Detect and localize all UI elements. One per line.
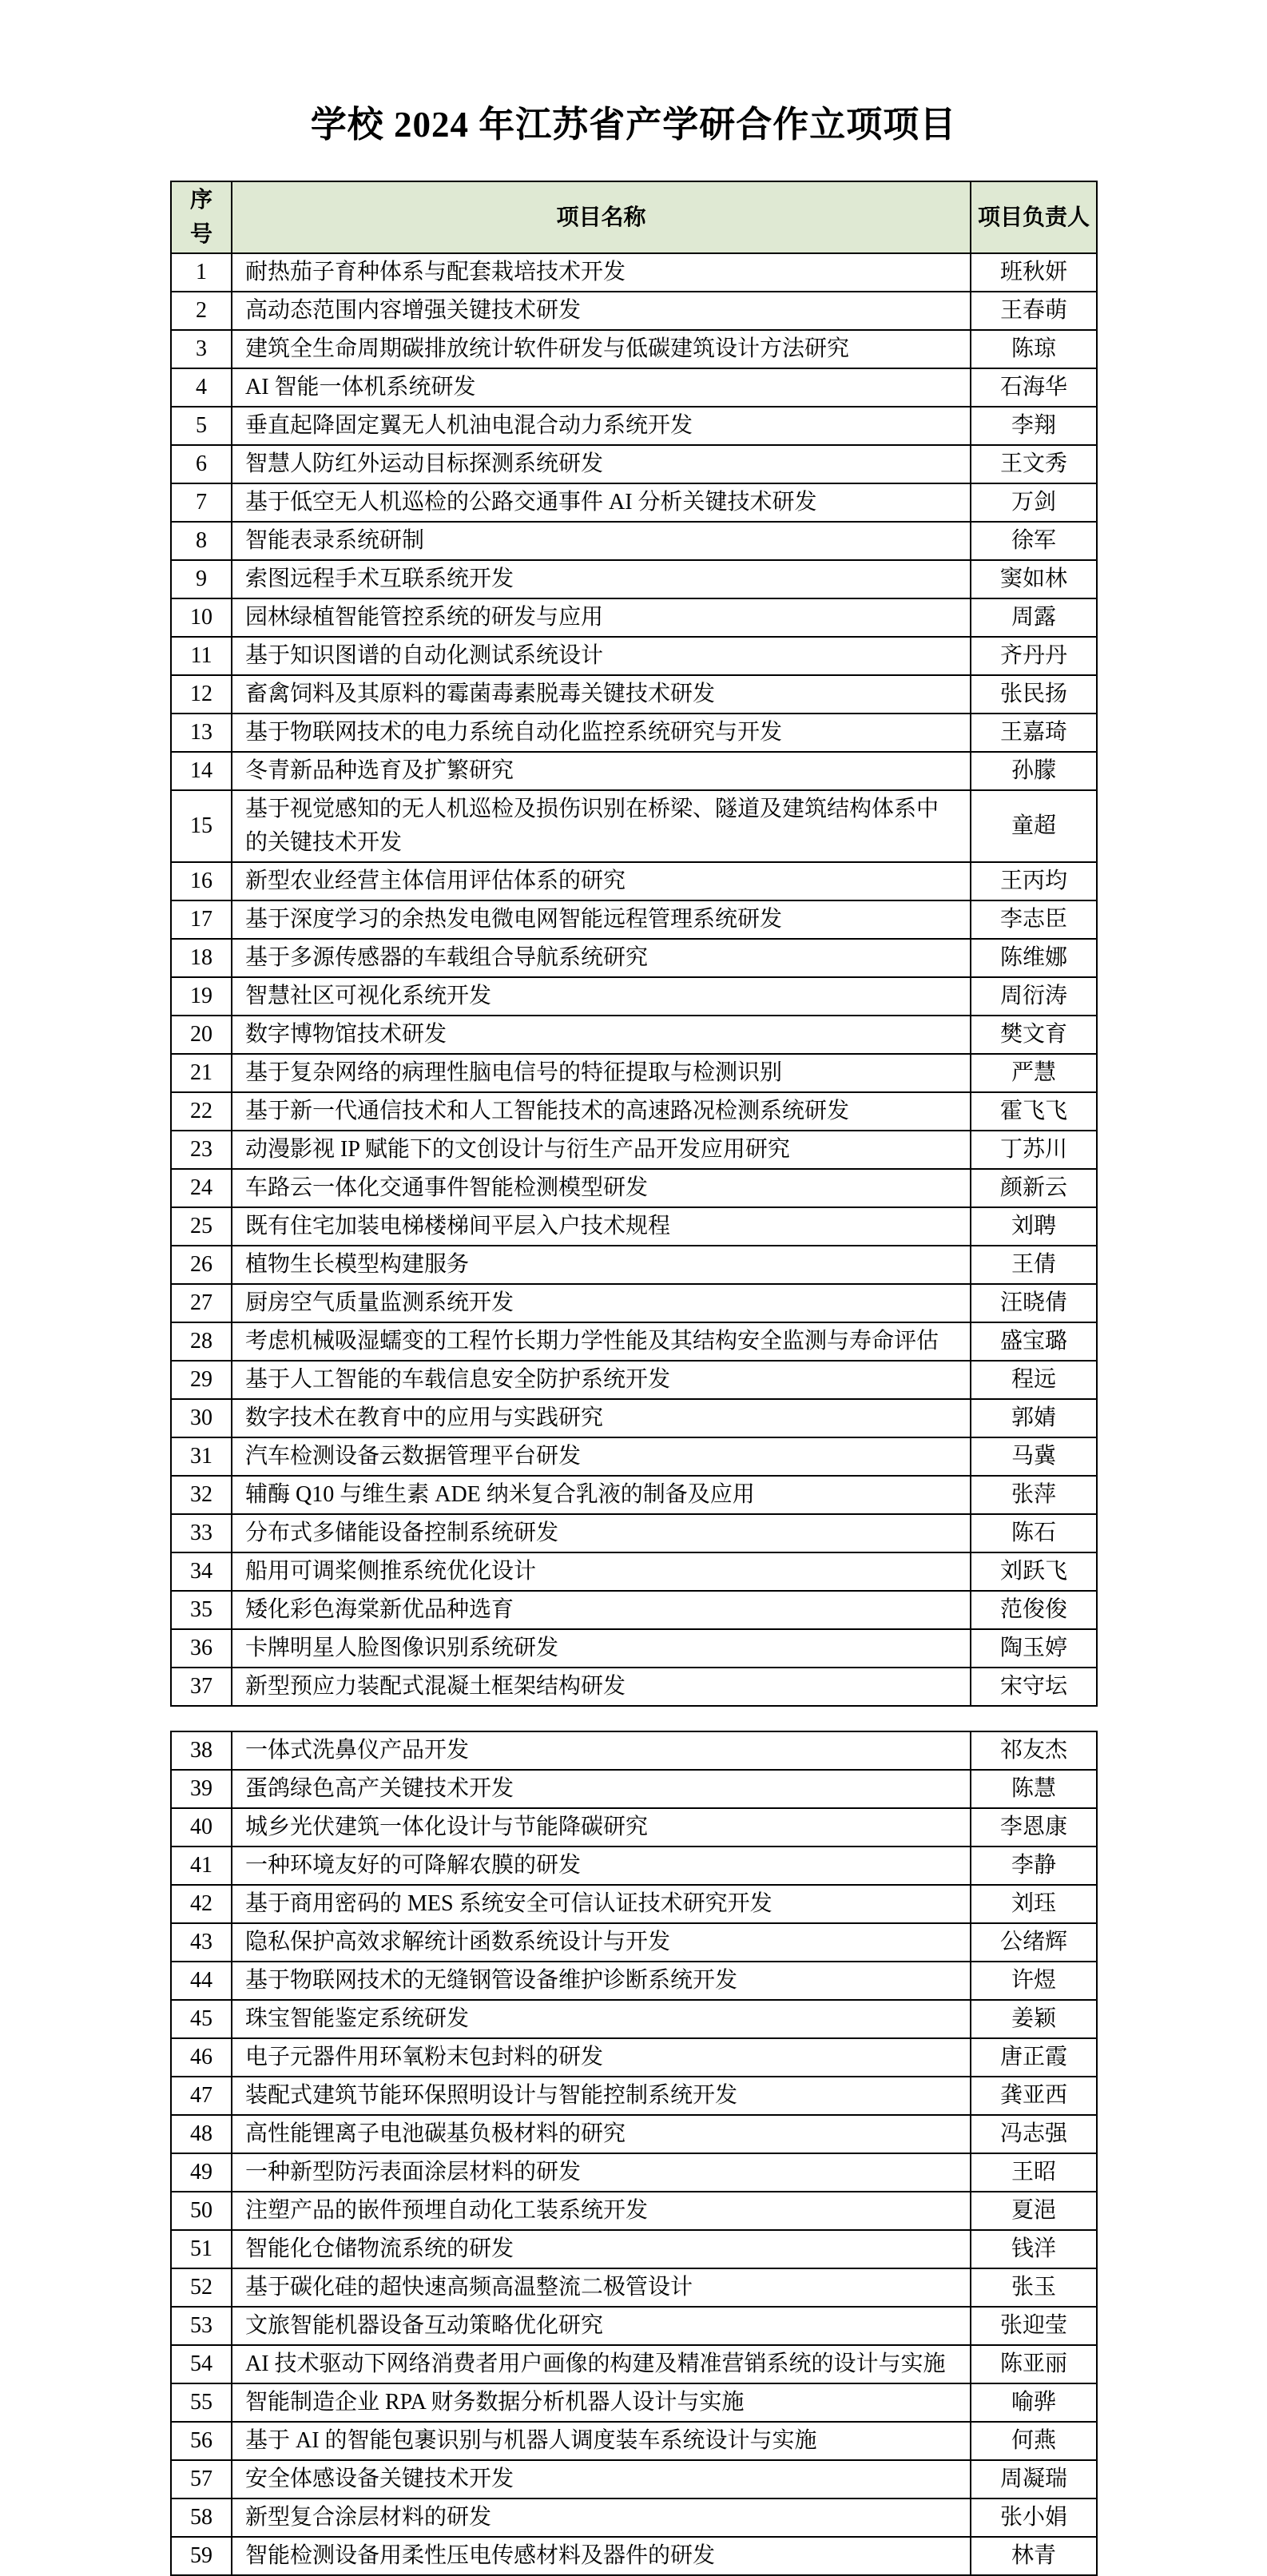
project-name: 装配式建筑节能环保照明设计与智能控制系统开发: [232, 2077, 971, 2115]
project-leader: 夏浥: [971, 2192, 1097, 2230]
table-row: [171, 1361, 1097, 1399]
project-leader: 龚亚西: [971, 2077, 1097, 2115]
project-leader: 许煜: [971, 1962, 1097, 2000]
row-index: 39: [171, 1770, 232, 1808]
project-leader: 陈慧: [971, 1770, 1097, 1808]
table-row: [171, 2422, 1097, 2460]
project-leader: 王春萌: [971, 292, 1097, 330]
table-row: [171, 790, 1097, 862]
table-body-page1: [171, 253, 1097, 1706]
table-row: [171, 368, 1097, 407]
project-name: 车路云一体化交通事件智能检测模型研发: [232, 1169, 971, 1207]
project-name: 一种新型防污表面涂层材料的研发: [232, 2153, 971, 2192]
project-name: 耐热茄子育种体系与配套栽培技术开发: [232, 253, 971, 292]
table-row: [171, 407, 1097, 445]
table-row: [171, 977, 1097, 1016]
project-leader: 唐正霞: [971, 2038, 1097, 2077]
table-row: [171, 1169, 1097, 1207]
table-row: [171, 1552, 1097, 1591]
table-row: [171, 637, 1097, 675]
header-index: 序号: [171, 181, 232, 253]
project-name: AI 技术驱动下网络消费者用户画像的构建及精准营销系统的设计与实施: [232, 2345, 971, 2383]
table-row: [171, 1284, 1097, 1322]
table-row: [171, 2345, 1097, 2383]
project-name: 数字技术在教育中的应用与实践研究: [232, 1399, 971, 1437]
row-index: 18: [171, 939, 232, 977]
project-leader: 窦如林: [971, 560, 1097, 598]
row-index: 53: [171, 2307, 232, 2345]
project-leader: 王倩: [971, 1246, 1097, 1284]
table-row: [171, 1207, 1097, 1246]
project-name: 蛋鸽绿色高产关键技术开发: [232, 1770, 971, 1808]
project-name: 隐私保护高效求解统计函数系统设计与开发: [232, 1923, 971, 1962]
row-index: 23: [171, 1131, 232, 1169]
table-row: [171, 1770, 1097, 1808]
project-name: 电子元器件用环氧粉末包封料的研发: [232, 2038, 971, 2077]
project-name: 分布式多储能设备控制系统研发: [232, 1514, 971, 1552]
project-leader: 钱洋: [971, 2230, 1097, 2268]
project-leader: 陈石: [971, 1514, 1097, 1552]
table-row: [171, 1054, 1097, 1092]
row-index: 25: [171, 1207, 232, 1246]
row-index: 20: [171, 1016, 232, 1054]
table-row: [171, 1731, 1097, 1770]
row-index: 57: [171, 2460, 232, 2498]
row-index: 31: [171, 1437, 232, 1476]
row-index: 28: [171, 1322, 232, 1361]
header-project-name: 项目名称: [232, 181, 971, 253]
project-name: 基于多源传感器的车载组合导航系统研究: [232, 939, 971, 977]
project-name: 新型农业经营主体信用评估体系的研究: [232, 862, 971, 900]
project-leader: 周衍涛: [971, 977, 1097, 1016]
row-index: 44: [171, 1962, 232, 2000]
project-name: 基于视觉感知的无人机巡检及损伤识别在桥梁、隧道及建筑结构体系中的关键技术开发: [232, 790, 971, 862]
project-leader: 颜新云: [971, 1169, 1097, 1207]
row-index: 19: [171, 977, 232, 1016]
table-row: [171, 2038, 1097, 2077]
project-leader: 王嘉琦: [971, 714, 1097, 752]
row-index: 7: [171, 483, 232, 522]
row-index: 6: [171, 445, 232, 483]
table-row: [171, 445, 1097, 483]
row-index: 38: [171, 1731, 232, 1770]
project-leader: 汪晓倩: [971, 1284, 1097, 1322]
row-index: 10: [171, 598, 232, 637]
project-name: 安全体感设备关键技术开发: [232, 2460, 971, 2498]
project-name: AI 智能一体机系统研发: [232, 368, 971, 407]
table-row: [171, 2077, 1097, 2115]
row-index: 41: [171, 1847, 232, 1885]
row-index: 13: [171, 714, 232, 752]
row-index: 9: [171, 560, 232, 598]
table-row: [171, 2000, 1097, 2038]
table-row: [171, 1246, 1097, 1284]
project-name: 基于人工智能的车载信息安全防护系统开发: [232, 1361, 971, 1399]
row-index: 5: [171, 407, 232, 445]
project-name: 新型复合涂层材料的研发: [232, 2498, 971, 2537]
project-leader: 何燕: [971, 2422, 1097, 2460]
table-row: [171, 1131, 1097, 1169]
row-index: 51: [171, 2230, 232, 2268]
row-index: 59: [171, 2537, 232, 2575]
project-leader: 公绪辉: [971, 1923, 1097, 1962]
projects-table-page2: [170, 1731, 1098, 2576]
table-row: [171, 1668, 1097, 1706]
project-name: 建筑全生命周期碳排放统计软件研发与低碳建筑设计方法研究: [232, 330, 971, 368]
table-row: [171, 900, 1097, 939]
project-name: 垂直起降固定翼无人机油电混合动力系统开发: [232, 407, 971, 445]
row-index: 21: [171, 1054, 232, 1092]
project-name: 园林绿植智能管控系统的研发与应用: [232, 598, 971, 637]
project-leader: 张小娟: [971, 2498, 1097, 2537]
table-row: [171, 1476, 1097, 1514]
project-name: 智慧人防红外运动目标探测系统研发: [232, 445, 971, 483]
project-name: 基于深度学习的余热发电微电网智能远程管理系统研发: [232, 900, 971, 939]
project-name: 船用可调桨侧推系统优化设计: [232, 1552, 971, 1591]
table-row: [171, 2537, 1097, 2575]
row-index: 14: [171, 752, 232, 790]
project-leader: 张民扬: [971, 675, 1097, 714]
row-index: 35: [171, 1591, 232, 1629]
row-index: 45: [171, 2000, 232, 2038]
row-index: 52: [171, 2268, 232, 2307]
row-index: 29: [171, 1361, 232, 1399]
projects-table-page1: [170, 181, 1098, 1707]
project-name: 高动态范围内容增强关键技术研发: [232, 292, 971, 330]
row-index: 8: [171, 522, 232, 560]
table-row: [171, 560, 1097, 598]
row-index: 30: [171, 1399, 232, 1437]
table-row: [171, 2307, 1097, 2345]
project-leader: 张玉: [971, 2268, 1097, 2307]
project-name: 文旅智能机器设备互动策略优化研究: [232, 2307, 971, 2345]
table-row: [171, 2153, 1097, 2192]
project-leader: 张萍: [971, 1476, 1097, 1514]
project-leader: 孙朦: [971, 752, 1097, 790]
table-row: [171, 1629, 1097, 1668]
project-name: 智慧社区可视化系统开发: [232, 977, 971, 1016]
table-row: [171, 292, 1097, 330]
project-name: 厨房空气质量监测系统开发: [232, 1284, 971, 1322]
project-name: 矮化彩色海棠新优品种选育: [232, 1591, 971, 1629]
project-leader: 童超: [971, 790, 1097, 862]
row-index: 33: [171, 1514, 232, 1552]
table-row: [171, 1322, 1097, 1361]
project-leader: 王丙均: [971, 862, 1097, 900]
header-leader: 项目负责人: [971, 181, 1097, 253]
project-leader: 周露: [971, 598, 1097, 637]
project-name: 基于商用密码的 MES 系统安全可信认证技术研究开发: [232, 1885, 971, 1923]
project-leader: 李恩康: [971, 1808, 1097, 1847]
project-name: 数字博物馆技术研发: [232, 1016, 971, 1054]
row-index: 43: [171, 1923, 232, 1962]
project-leader: 班秋妍: [971, 253, 1097, 292]
table-row: [171, 2498, 1097, 2537]
project-name: 基于 AI 的智能包裹识别与机器人调度装车系统设计与实施: [232, 2422, 971, 2460]
project-leader: 祁友杰: [971, 1731, 1097, 1770]
project-leader: 张迎莹: [971, 2307, 1097, 2345]
row-index: 22: [171, 1092, 232, 1131]
project-name: 新型预应力装配式混凝土框架结构研发: [232, 1668, 971, 1706]
project-leader: 樊文育: [971, 1016, 1097, 1054]
row-index: 1: [171, 253, 232, 292]
project-leader: 刘珏: [971, 1885, 1097, 1923]
table-row: [171, 1847, 1097, 1885]
project-leader: 陈琼: [971, 330, 1097, 368]
table-row: [171, 2230, 1097, 2268]
row-index: 58: [171, 2498, 232, 2537]
row-index: 2: [171, 292, 232, 330]
row-index: 47: [171, 2077, 232, 2115]
project-leader: 李志臣: [971, 900, 1097, 939]
row-index: 3: [171, 330, 232, 368]
table-row: [171, 522, 1097, 560]
project-leader: 姜颖: [971, 2000, 1097, 2038]
project-name: 基于低空无人机巡检的公路交通事件 AI 分析关键技术研发: [232, 483, 971, 522]
row-index: 34: [171, 1552, 232, 1591]
project-leader: 喻骅: [971, 2383, 1097, 2422]
table-row: [171, 1808, 1097, 1847]
row-index: 15: [171, 790, 232, 862]
table-row: [171, 1437, 1097, 1476]
row-index: 37: [171, 1668, 232, 1706]
project-leader: 王文秀: [971, 445, 1097, 483]
project-name: 城乡光伏建筑一体化设计与节能降碳研究: [232, 1808, 971, 1847]
table-header-row: [171, 181, 1097, 253]
project-name: 冬青新品种选育及扩繁研究: [232, 752, 971, 790]
project-leader: 马冀: [971, 1437, 1097, 1476]
project-name: 基于物联网技术的电力系统自动化监控系统研究与开发: [232, 714, 971, 752]
table-row: [171, 483, 1097, 522]
project-leader: 林青: [971, 2537, 1097, 2575]
row-index: 54: [171, 2345, 232, 2383]
table-body-page2: [171, 1731, 1097, 2575]
project-leader: 丁苏川: [971, 1131, 1097, 1169]
table-row: [171, 2192, 1097, 2230]
table-row: [171, 752, 1097, 790]
project-name: 智能制造企业 RPA 财务数据分析机器人设计与实施: [232, 2383, 971, 2422]
project-name: 既有住宅加装电梯楼梯间平层入户技术规程: [232, 1207, 971, 1246]
row-index: 27: [171, 1284, 232, 1322]
project-leader: 石海华: [971, 368, 1097, 407]
table-row: [171, 2460, 1097, 2498]
row-index: 56: [171, 2422, 232, 2460]
project-name: 畜禽饲料及其原料的霉菌毒素脱毒关键技术研发: [232, 675, 971, 714]
project-name: 辅酶 Q10 与维生素 ADE 纳米复合乳液的制备及应用: [232, 1476, 971, 1514]
row-index: 17: [171, 900, 232, 939]
table-row: [171, 2383, 1097, 2422]
table-row: [171, 675, 1097, 714]
project-name: 基于复杂网络的病理性脑电信号的特征提取与检测识别: [232, 1054, 971, 1092]
project-leader: 陶玉婷: [971, 1629, 1097, 1668]
project-name: 一种环境友好的可降解农膜的研发: [232, 1847, 971, 1885]
project-leader: 王昭: [971, 2153, 1097, 2192]
table-row: [171, 1399, 1097, 1437]
row-index: 11: [171, 637, 232, 675]
project-leader: 范俊俊: [971, 1591, 1097, 1629]
row-index: 46: [171, 2038, 232, 2077]
project-name: 珠宝智能鉴定系统研发: [232, 2000, 971, 2038]
project-name: 基于知识图谱的自动化测试系统设计: [232, 637, 971, 675]
table-row: [171, 1962, 1097, 2000]
row-index: 40: [171, 1808, 232, 1847]
project-name: 智能检测设备用柔性压电传感材料及器件的研发: [232, 2537, 971, 2575]
project-leader: 刘聘: [971, 1207, 1097, 1246]
project-leader: 万剑: [971, 483, 1097, 522]
project-name: 一体式洗鼻仪产品开发: [232, 1731, 971, 1770]
project-name: 动漫影视 IP 赋能下的文创设计与衍生产品开发应用研究: [232, 1131, 971, 1169]
row-index: 49: [171, 2153, 232, 2192]
table-row: [171, 1591, 1097, 1629]
project-leader: 霍飞飞: [971, 1092, 1097, 1131]
project-leader: 徐军: [971, 522, 1097, 560]
table-row: [171, 1923, 1097, 1962]
row-index: 42: [171, 1885, 232, 1923]
row-index: 12: [171, 675, 232, 714]
project-name: 汽车检测设备云数据管理平台研发: [232, 1437, 971, 1476]
project-name: 注塑产品的嵌件预埋自动化工装系统开发: [232, 2192, 971, 2230]
table-row: [171, 2268, 1097, 2307]
row-index: 16: [171, 862, 232, 900]
table-row: [171, 330, 1097, 368]
row-index: 24: [171, 1169, 232, 1207]
project-name: 索图远程手术互联系统开发: [232, 560, 971, 598]
table-row: [171, 253, 1097, 292]
project-leader: 郭婧: [971, 1399, 1097, 1437]
project-name: 智能化仓储物流系统的研发: [232, 2230, 971, 2268]
table-row: [171, 1092, 1097, 1131]
row-index: 50: [171, 2192, 232, 2230]
project-leader: 陈维娜: [971, 939, 1097, 977]
project-leader: 陈亚丽: [971, 2345, 1097, 2383]
project-leader: 刘跃飞: [971, 1552, 1097, 1591]
page-title: 学校 2024 年江苏省产学研合作立项项目: [310, 105, 957, 145]
table-row: [171, 2115, 1097, 2153]
row-index: 48: [171, 2115, 232, 2153]
project-leader: 宋守坛: [971, 1668, 1097, 1706]
project-name: 高性能锂离子电池碳基负极材料的研究: [232, 2115, 971, 2153]
table-row: [171, 1514, 1097, 1552]
project-leader: 齐丹丹: [971, 637, 1097, 675]
table-row: [171, 598, 1097, 637]
table-row: [171, 1016, 1097, 1054]
table-row: [171, 862, 1097, 900]
row-index: 36: [171, 1629, 232, 1668]
row-index: 4: [171, 368, 232, 407]
row-index: 55: [171, 2383, 232, 2422]
project-name: 考虑机械吸湿蠕变的工程竹长期力学性能及其结构安全监测与寿命评估: [232, 1322, 971, 1361]
project-name: 卡牌明星人脸图像识别系统研发: [232, 1629, 971, 1668]
project-leader: 李翔: [971, 407, 1097, 445]
table-row: [171, 1885, 1097, 1923]
project-name: 基于新一代通信技术和人工智能技术的高速路况检测系统研发: [232, 1092, 971, 1131]
table-row: [171, 714, 1097, 752]
project-leader: 李静: [971, 1847, 1097, 1885]
project-leader: 盛宝璐: [971, 1322, 1097, 1361]
project-leader: 严慧: [971, 1054, 1097, 1092]
table-row: [171, 939, 1097, 977]
project-name: 植物生长模型构建服务: [232, 1246, 971, 1284]
project-name: 基于物联网技术的无缝钢管设备维护诊断系统开发: [232, 1962, 971, 2000]
row-index: 32: [171, 1476, 232, 1514]
project-leader: 周凝瑞: [971, 2460, 1097, 2498]
project-name: 智能表录系统研制: [232, 522, 971, 560]
project-leader: 冯志强: [971, 2115, 1097, 2153]
project-leader: 程远: [971, 1361, 1097, 1399]
row-index: 26: [171, 1246, 232, 1284]
project-name: 基于碳化硅的超快速高频高温整流二极管设计: [232, 2268, 971, 2307]
